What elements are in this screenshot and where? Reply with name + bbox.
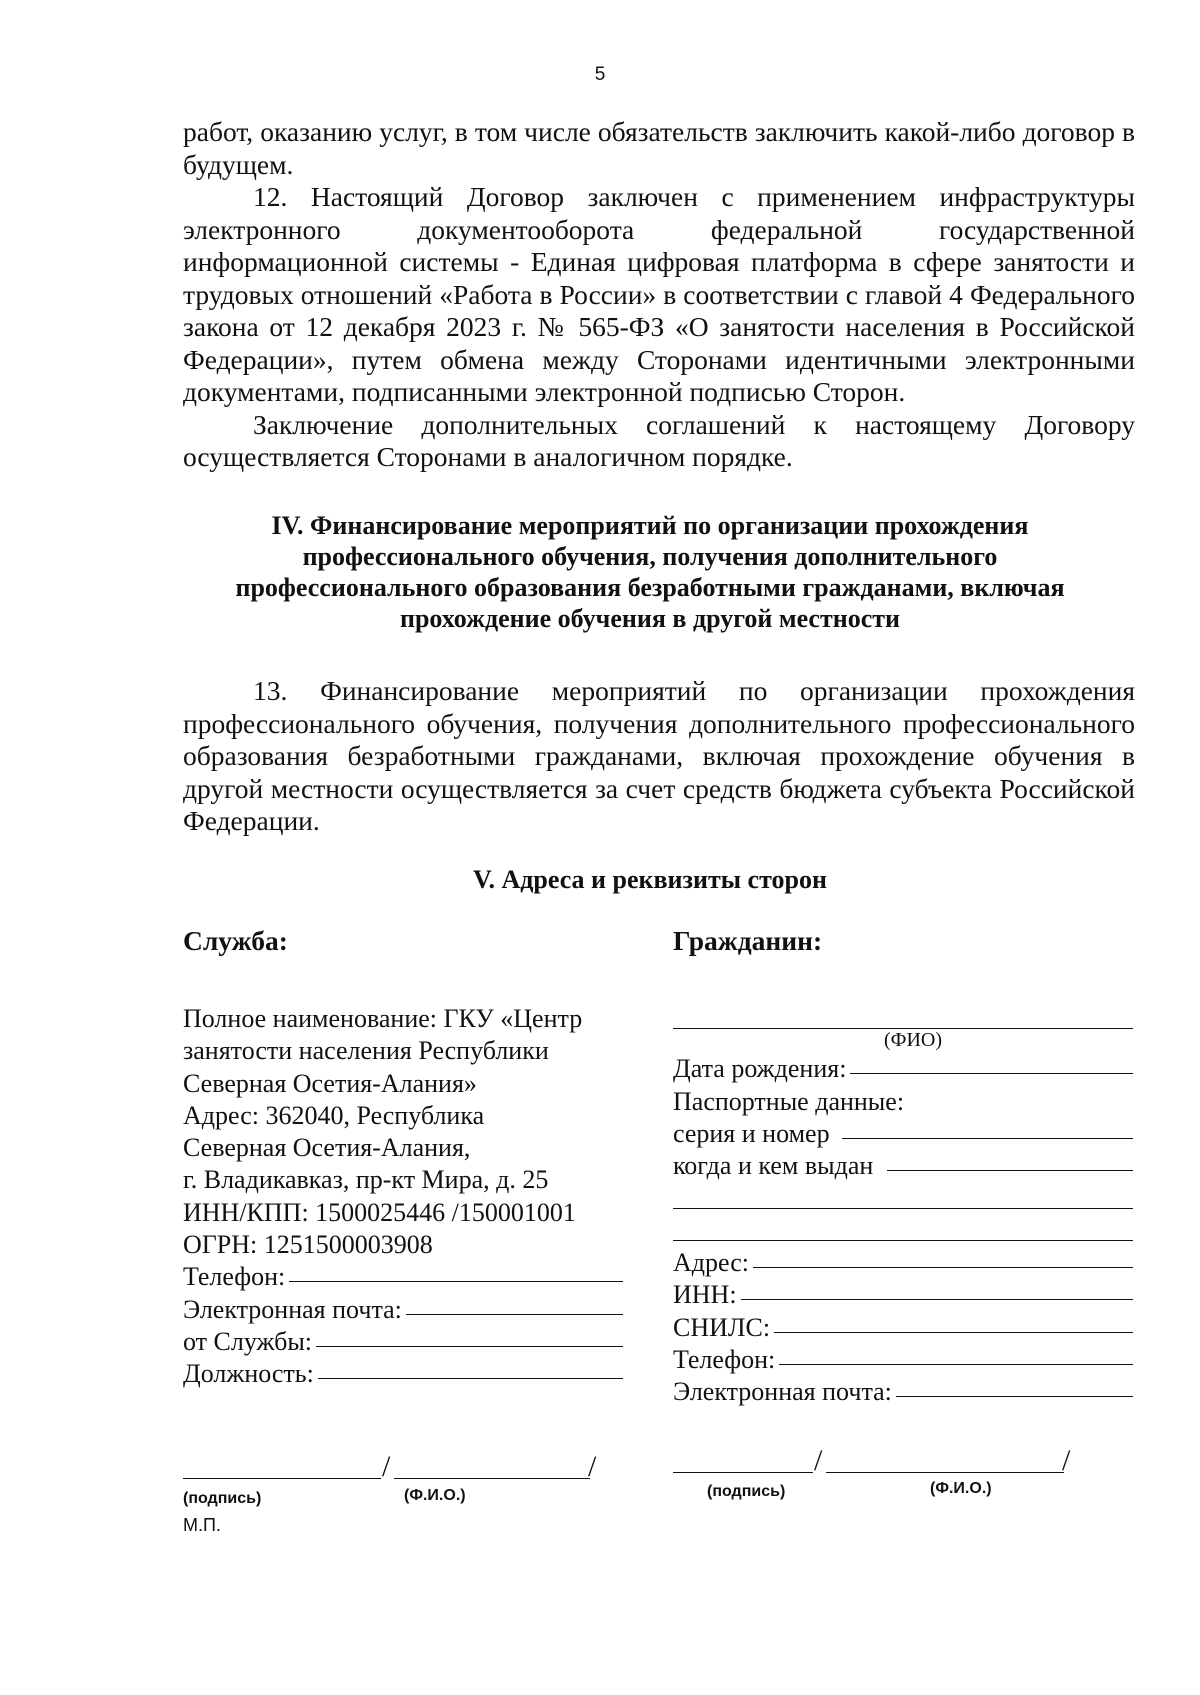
section-iv-line-2: профессионального обучения, получения дополнительного xyxy=(302,542,998,571)
citizen-phone-label: Телефон: xyxy=(673,1344,776,1374)
citizen-issued-blank-3[interactable] xyxy=(673,1215,1133,1247)
section-iv-line-4: прохождение обучения в другой местности xyxy=(399,604,901,633)
citizen-series-field[interactable] xyxy=(673,1118,1133,1150)
citizen-birth-field[interactable] xyxy=(673,1053,1133,1085)
citizen-details xyxy=(673,1003,1133,1409)
citizen-email-blank[interactable] xyxy=(896,1395,1133,1397)
citizen-title: Гражданин: xyxy=(673,925,823,956)
paragraph-12: 12. Настоящий Договор заключен с применением инфраструктуры электронного документооборота федеральной государственной информационной системы - Единая цифровая платформа в сфере занятости и трудовых отношений «Работа в России» в соответствии с главой 4 Федерального закона от 12 декабря 2023 г. № 565-ФЗ «О занятости населения в Российской Федерации», путем обмена между Сторонами идентичными электронными документами, подписанными электронной подписью Сторон. xyxy=(183,181,1135,407)
page-number: 5 xyxy=(594,64,606,85)
citizen-address-field[interactable] xyxy=(673,1247,1133,1279)
citizen-email-label: Электронная почта: xyxy=(673,1377,892,1407)
citizen-issued-blank-2[interactable] xyxy=(673,1182,1133,1214)
service-signature-caption: (подпись) xyxy=(183,1490,262,1507)
citizen-signature-slash: / xyxy=(814,1444,823,1477)
stamp-mark: М.П. xyxy=(183,1515,221,1535)
service-details xyxy=(183,1003,623,1391)
citizen-fio-caption: (Ф.И.О.) xyxy=(930,1480,992,1497)
service-position-blank[interactable] xyxy=(318,1377,623,1379)
service-signature-slash: / xyxy=(382,1450,391,1483)
service-position-field[interactable] xyxy=(183,1358,623,1390)
citizen-email-field[interactable] xyxy=(673,1376,1133,1408)
service-phone-blank[interactable] xyxy=(289,1280,623,1282)
service-line: ОГРН: 1251500003908 xyxy=(183,1230,433,1260)
service-email-blank[interactable] xyxy=(406,1313,623,1315)
service-fio-caption: (Ф.И.О.) xyxy=(404,1487,466,1504)
citizen-birth-label: Дата рождения: xyxy=(673,1054,847,1084)
citizen-issued-label: когда и кем выдан xyxy=(673,1151,874,1181)
service-line: Адрес: 362040, Республика xyxy=(183,1100,485,1130)
service-position-label: Должность: xyxy=(183,1359,314,1389)
citizen-address-blank[interactable] xyxy=(753,1266,1133,1268)
citizen-birth-blank[interactable] xyxy=(850,1072,1133,1074)
service-fio-slash: / xyxy=(588,1450,597,1483)
citizen-series-label: серия и номер xyxy=(673,1118,830,1148)
paragraph-continuation: работ, оказанию услуг, в том числе обязательств заключить какой-либо договор в будущем. xyxy=(183,116,1135,180)
citizen-snils-field[interactable] xyxy=(673,1312,1133,1344)
citizen-inn-blank[interactable] xyxy=(741,1298,1133,1300)
service-phone-field[interactable] xyxy=(183,1261,623,1293)
citizen-snils-label: СНИЛС: xyxy=(673,1312,771,1342)
citizen-fio-blank[interactable] xyxy=(673,1003,1133,1035)
service-from-blank[interactable] xyxy=(316,1345,623,1347)
service-line: занятости населения Республики xyxy=(183,1036,549,1066)
service-line: Северная Осетия-Алания, xyxy=(183,1133,471,1163)
citizen-fio-caption: (ФИО) xyxy=(883,1029,942,1052)
service-title: Служба: xyxy=(183,925,288,956)
paragraph-13-block xyxy=(183,675,1135,838)
citizen-inn-label: ИНН: xyxy=(673,1280,737,1310)
citizen-passport-label: Паспортные данные: xyxy=(673,1086,905,1116)
citizen-address-label: Адрес: xyxy=(673,1248,749,1278)
citizen-fio-slash: / xyxy=(1062,1444,1071,1477)
service-from-field[interactable] xyxy=(183,1326,623,1358)
citizen-snils-blank[interactable] xyxy=(774,1331,1133,1333)
service-phone-label: Телефон: xyxy=(183,1262,286,1292)
service-line: Северная Осетия-Алания» xyxy=(183,1068,477,1098)
service-fio-line[interactable] xyxy=(394,1478,590,1479)
citizen-phone-blank[interactable] xyxy=(779,1363,1133,1365)
citizen-signature-caption: (подпись) xyxy=(707,1483,786,1500)
section-v-heading: V. Адреса и реквизиты сторон xyxy=(473,865,827,894)
citizen-signature-line[interactable] xyxy=(673,1472,813,1473)
section-iv-heading xyxy=(150,510,1150,634)
citizen-issued-field[interactable] xyxy=(673,1150,1133,1182)
service-email-field[interactable] xyxy=(183,1294,623,1326)
section-iv-line-3: профессионального образования безработными гражданами, включая xyxy=(235,573,1065,602)
citizen-inn-field[interactable] xyxy=(673,1279,1133,1311)
citizen-fio-line[interactable] xyxy=(826,1472,1064,1473)
citizen-issued-blank[interactable] xyxy=(887,1169,1133,1171)
citizen-series-blank[interactable] xyxy=(842,1137,1133,1139)
section-iv-line-1: IV. Финансирование мероприятий по организации прохождения xyxy=(271,511,1029,540)
service-signature-line[interactable] xyxy=(183,1478,381,1479)
service-line: ИНН/КПП: 1500025446 /150001001 xyxy=(183,1197,576,1227)
service-from-label: от Службы: xyxy=(183,1326,313,1356)
service-line: Полное наименование: ГКУ «Центр xyxy=(183,1004,583,1033)
paragraph-additional-agreements: Заключение дополнительных соглашений к настоящему Договору осуществляется Сторонами в аналогичном порядке. xyxy=(183,408,1135,472)
service-line: г. Владикавказ, пр-кт Мира, д. 25 xyxy=(183,1165,549,1195)
citizen-phone-field[interactable] xyxy=(673,1344,1133,1376)
contract-clauses xyxy=(183,116,1135,474)
paragraph-13: 13. Финансирование мероприятий по организации прохождения профессионального обучения, получения дополнительного профессионального образования безработными гражданами, включая прохождение обучения в другой местности осуществляется за счет средств бюджета субъекта Российской Федерации. xyxy=(183,675,1135,836)
service-email-label: Электронная почта: xyxy=(183,1294,402,1324)
